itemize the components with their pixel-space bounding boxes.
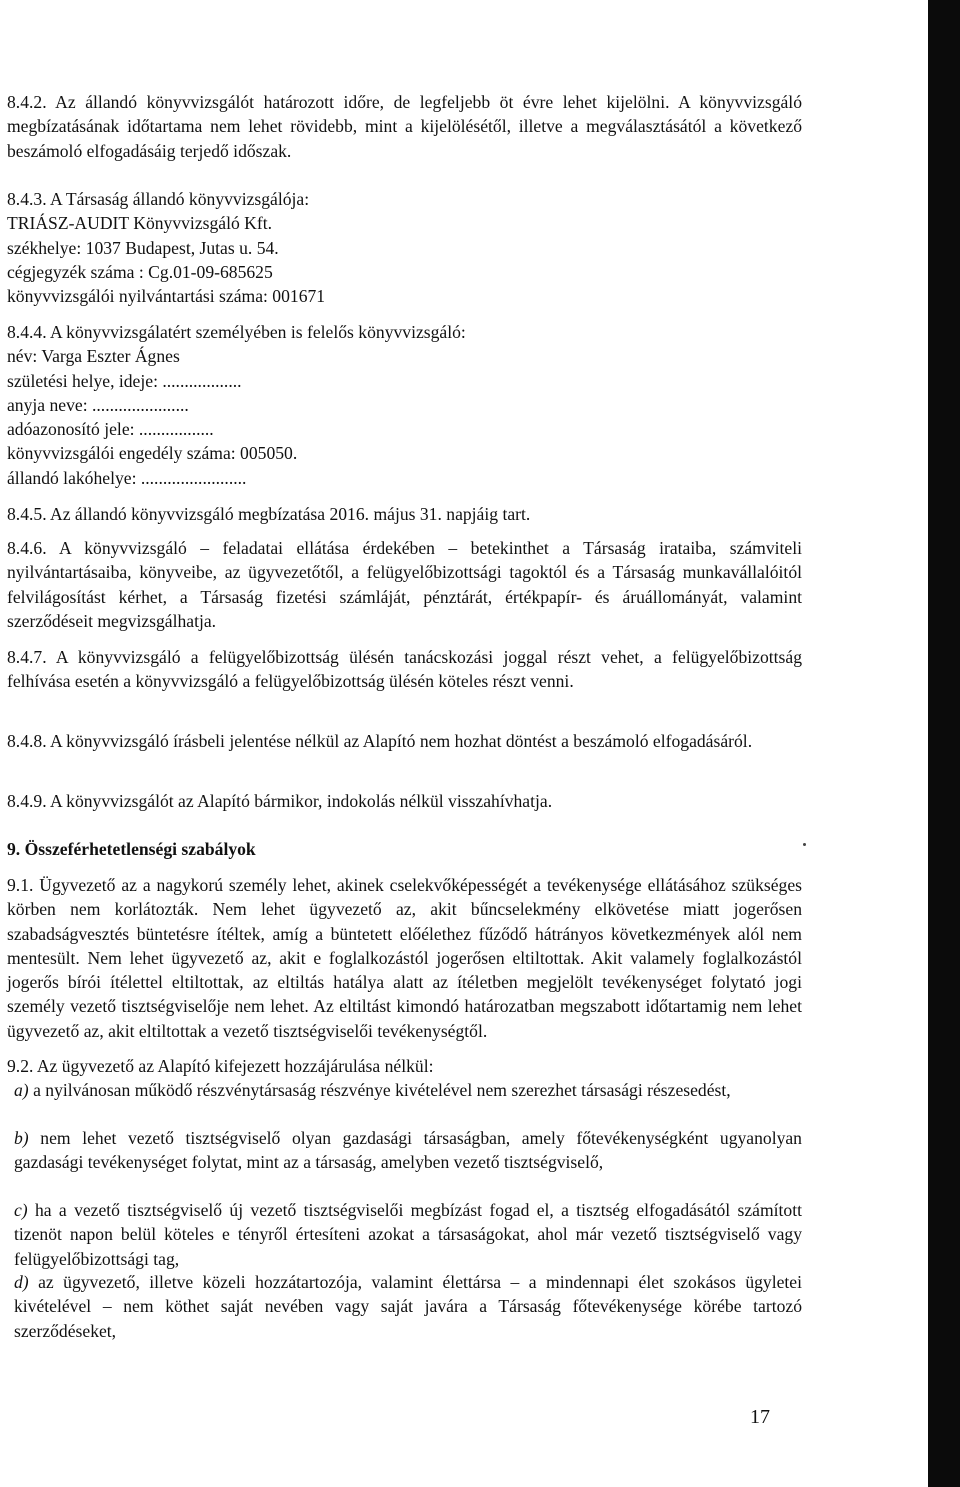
auditor-person-name: név: Varga Eszter Ágnes bbox=[7, 346, 180, 367]
paragraph-8-4-3 bbox=[7, 187, 802, 308]
section-9-title: 9. Összeférhetetlenségi szabályok bbox=[7, 839, 256, 859]
auditor-seat: székhelye: 1037 Budapest, Jutas u. 54. bbox=[7, 237, 279, 258]
paragraph-8-4-9: 8.4.9. A könyvvizsgálót az Alapító bármikor, indokolás nélkül visszahívhatja. bbox=[7, 791, 553, 811]
auditor-registry-number: cégjegyzék száma : Cg.01-09-685625 bbox=[7, 261, 273, 282]
list-text-d: az ügyvezető, illetve közeli hozzátartozója, valamint élettársa – a mindennapi élet szokásos ügyletei kivételével – nem köthet saját nevében vagy saját javára a Társaság főtevékenysége körébe tartozó szerződéseket, bbox=[14, 1272, 802, 1341]
responsible-auditor-heading: 8.4.4. A könyvvizsgálatért személyében is felelős könyvvizsgáló: bbox=[7, 322, 466, 342]
auditor-company-name: TRIÁSZ-AUDIT Könyvvizsgáló Kft. bbox=[7, 213, 273, 234]
list-text-b: nem lehet vezető tisztségviselő olyan gazdasági társaságban, amely főtevékenységként ugyanolyan gazdasági tevékenységet folytat, mint az a társaság, amelyben vezető tisztségviselő, bbox=[14, 1128, 802, 1173]
paragraph-8-4-2: 8.4.2. Az állandó könyvvizsgálót határozott időre, de legfeljebb öt évre lehet kijelölni. A könyvvizsgáló megbízatásának időtartama nem lehet rövidebb, mint a kijelölésétől, illetve a megválasztásától a következő beszámoló elfogadásáig terjedő időszak. bbox=[7, 92, 802, 161]
permanent-address: állandó lakóhelye: ........................ bbox=[7, 467, 247, 488]
paragraph-8-4-8: 8.4.8. A könyvvizsgáló írásbeli jelentése nélkül az Alapító nem hozhat döntést a beszámoló elfogadásáról. bbox=[7, 731, 753, 751]
list-marker-b: b) bbox=[14, 1128, 29, 1148]
list-item-d bbox=[7, 1270, 802, 1343]
list-marker-a: a) bbox=[14, 1080, 29, 1100]
auditor-license-number: könyvvizsgálói engedély száma: 005050. bbox=[7, 443, 298, 464]
list-text-c: ha a vezető tisztségviselő új vezető tisztségviselői megbízást fogad el, a tisztség elfogadásától számított tizenöt napon belül köteles e tényről értesíteni azokat a társaságokat, ahol már vezető tisztségviselő vagy felügyelőbizottsági tag, bbox=[14, 1200, 802, 1269]
tax-id: adóazonosító jele: ................. bbox=[7, 419, 214, 440]
list-marker-d: d) bbox=[14, 1272, 29, 1292]
paragraph-8-4-4 bbox=[7, 320, 802, 490]
auditor-registration-number: könyvvizsgálói nyilvántartási száma: 001671 bbox=[7, 286, 326, 307]
mother-name: anyja neve: ...................... bbox=[7, 394, 189, 415]
list-marker-c: c) bbox=[14, 1200, 28, 1220]
birth-place-date: születési helye, ideje: .................. bbox=[7, 370, 242, 391]
scan-edge-border bbox=[928, 0, 960, 1487]
list-text-a: a nyilvánosan működő részvénytársaság részvénye kivételével nem szerezhet társasági részesedést, bbox=[33, 1080, 731, 1100]
paragraph-9-1: 9.1. Ügyvezető az a nagykorú személy lehet, akinek cselekvőképességét a tevékenysége ellátásához szükséges körben nem korlátozták. Nem lehet ügyvezető az, akit bűncselekmény elkövetése miatt jogerősen szabadságvesztés büntetésre ítéltek, amíg a büntetett előélethez fűződő hátrányos következmények alól nem mentesült. Nem lehet ügyvezető az, akit e foglalkozástól jogerősen eltiltottak. Akit valamely foglalkozástól jogerős bírói ítélettel eltiltottak, az eltiltás hatálya alatt az ítéletben megjelölt tevékenységet folytató jogi személy vezető tisztségviselője nem lehet. Az eltiltást kimondó határozatban megszabott időtartamig nem lehet ügyvezető az, akit eltiltottak a vezető tisztségviselői tevékenységtől. bbox=[7, 875, 802, 1041]
paragraph-9-2-intro: 9.2. Az ügyvezető az Alapító kifejezett hozzájárulása nélkül: bbox=[7, 1056, 434, 1076]
paragraph-8-4-5: 8.4.5. Az állandó könyvvizsgáló megbízatása 2016. május 31. napjáig tart. bbox=[7, 504, 531, 524]
auditor-heading: 8.4.3. A Társaság állandó könyvvizsgálója: bbox=[7, 189, 310, 209]
list-item-a bbox=[7, 1078, 802, 1102]
list-item-c bbox=[7, 1198, 802, 1271]
paragraph-8-4-6: 8.4.6. A könyvvizsgáló – feladatai ellátása érdekében – betekinthet a Társaság irataiba, számviteli nyilvántartásaiba, könyveibe, az ügyvezetőtől, a felügyelőbizottsági tagoktól és a Társaság munkavállalóitól felvilágosítást kérhet, a Társaság fizetési számláját, pénztárát, értékpapír- és áruállományát, valamint szerződéseit megvizsgálhatja. bbox=[7, 538, 802, 631]
list-item-b bbox=[7, 1126, 802, 1175]
paragraph-8-4-7: 8.4.7. A könyvvizsgáló a felügyelőbizottság ülésén tanácskozási joggal részt vehet, a felügyelőbizottság felhívása esetén a könyvvizsgáló a felügyelőbizottság ülésén köteles részt venni. bbox=[7, 647, 802, 692]
scan-speck bbox=[803, 843, 806, 846]
page-number: 17 bbox=[750, 1406, 770, 1428]
